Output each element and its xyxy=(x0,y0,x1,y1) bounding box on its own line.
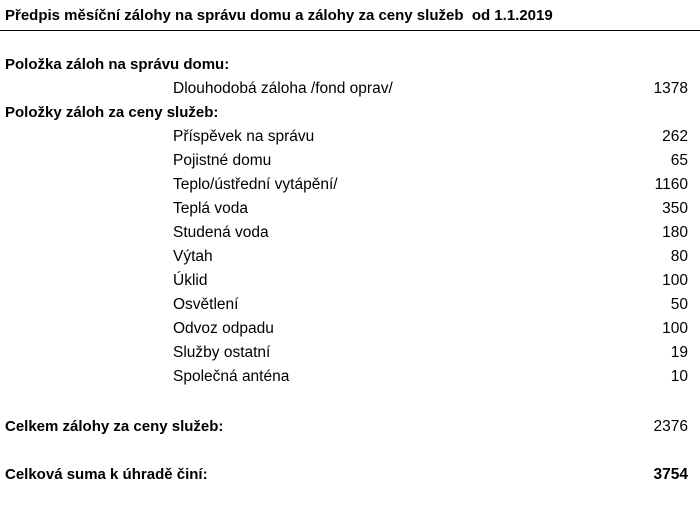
service-item-row xyxy=(0,248,700,272)
service-item-row xyxy=(0,320,700,344)
item-value: 1378 xyxy=(653,80,688,97)
item-value: 100 xyxy=(662,320,688,337)
item-label: Výtah xyxy=(173,248,213,265)
services-total-label: Celkem zálohy za ceny služeb: xyxy=(5,418,224,435)
item-value: 80 xyxy=(670,248,688,265)
item-label: Úklid xyxy=(173,272,208,289)
item-value: 65 xyxy=(670,152,688,169)
item-label: Teplá voda xyxy=(173,200,248,217)
item-value: 1160 xyxy=(654,176,688,193)
item-label: Služby ostatní xyxy=(173,344,271,361)
document-title: Předpis měsíční zálohy na správu domu a zálohy za ceny služeb od 1.1.2019 xyxy=(5,7,553,24)
service-item-row xyxy=(0,128,700,152)
service-item-row xyxy=(0,296,700,320)
item-value: 50 xyxy=(670,296,688,313)
service-item-row xyxy=(0,176,700,200)
grand-total-label: Celková suma k úhradě činí: xyxy=(5,466,208,483)
item-value: 180 xyxy=(662,224,688,241)
item-value: 100 xyxy=(662,272,688,289)
service-item-row xyxy=(0,344,700,368)
item-label: Příspěvek na správu xyxy=(173,128,315,145)
service-item-row xyxy=(0,368,700,392)
item-label: Studená voda xyxy=(173,224,269,241)
item-label: Odvoz odpadu xyxy=(173,320,274,337)
item-label: Pojistné domu xyxy=(173,152,272,169)
management-item-row xyxy=(0,80,700,104)
services-section-heading: Položky záloh za ceny služeb: xyxy=(5,104,219,121)
services-total-value: 2376 xyxy=(653,418,688,435)
item-label: Teplo/ústřední vytápění/ xyxy=(173,176,338,193)
item-label: Dlouhodobá záloha /fond oprav/ xyxy=(173,80,393,97)
item-value: 262 xyxy=(662,128,688,145)
item-value: 10 xyxy=(670,368,688,385)
grand-total-value: 3754 xyxy=(653,466,688,483)
item-value: 19 xyxy=(670,344,688,361)
service-item-row xyxy=(0,224,700,248)
item-label: Společná anténa xyxy=(173,368,290,385)
title-underline xyxy=(0,30,700,31)
service-item-row xyxy=(0,272,700,296)
service-item-row xyxy=(0,152,700,176)
management-section-heading: Položka záloh na správu domu: xyxy=(5,56,230,73)
grand-total-row xyxy=(0,466,700,490)
item-label: Osvětlení xyxy=(173,296,239,313)
item-value: 350 xyxy=(662,200,688,217)
service-item-row xyxy=(0,200,700,224)
services-total-row xyxy=(0,418,700,442)
